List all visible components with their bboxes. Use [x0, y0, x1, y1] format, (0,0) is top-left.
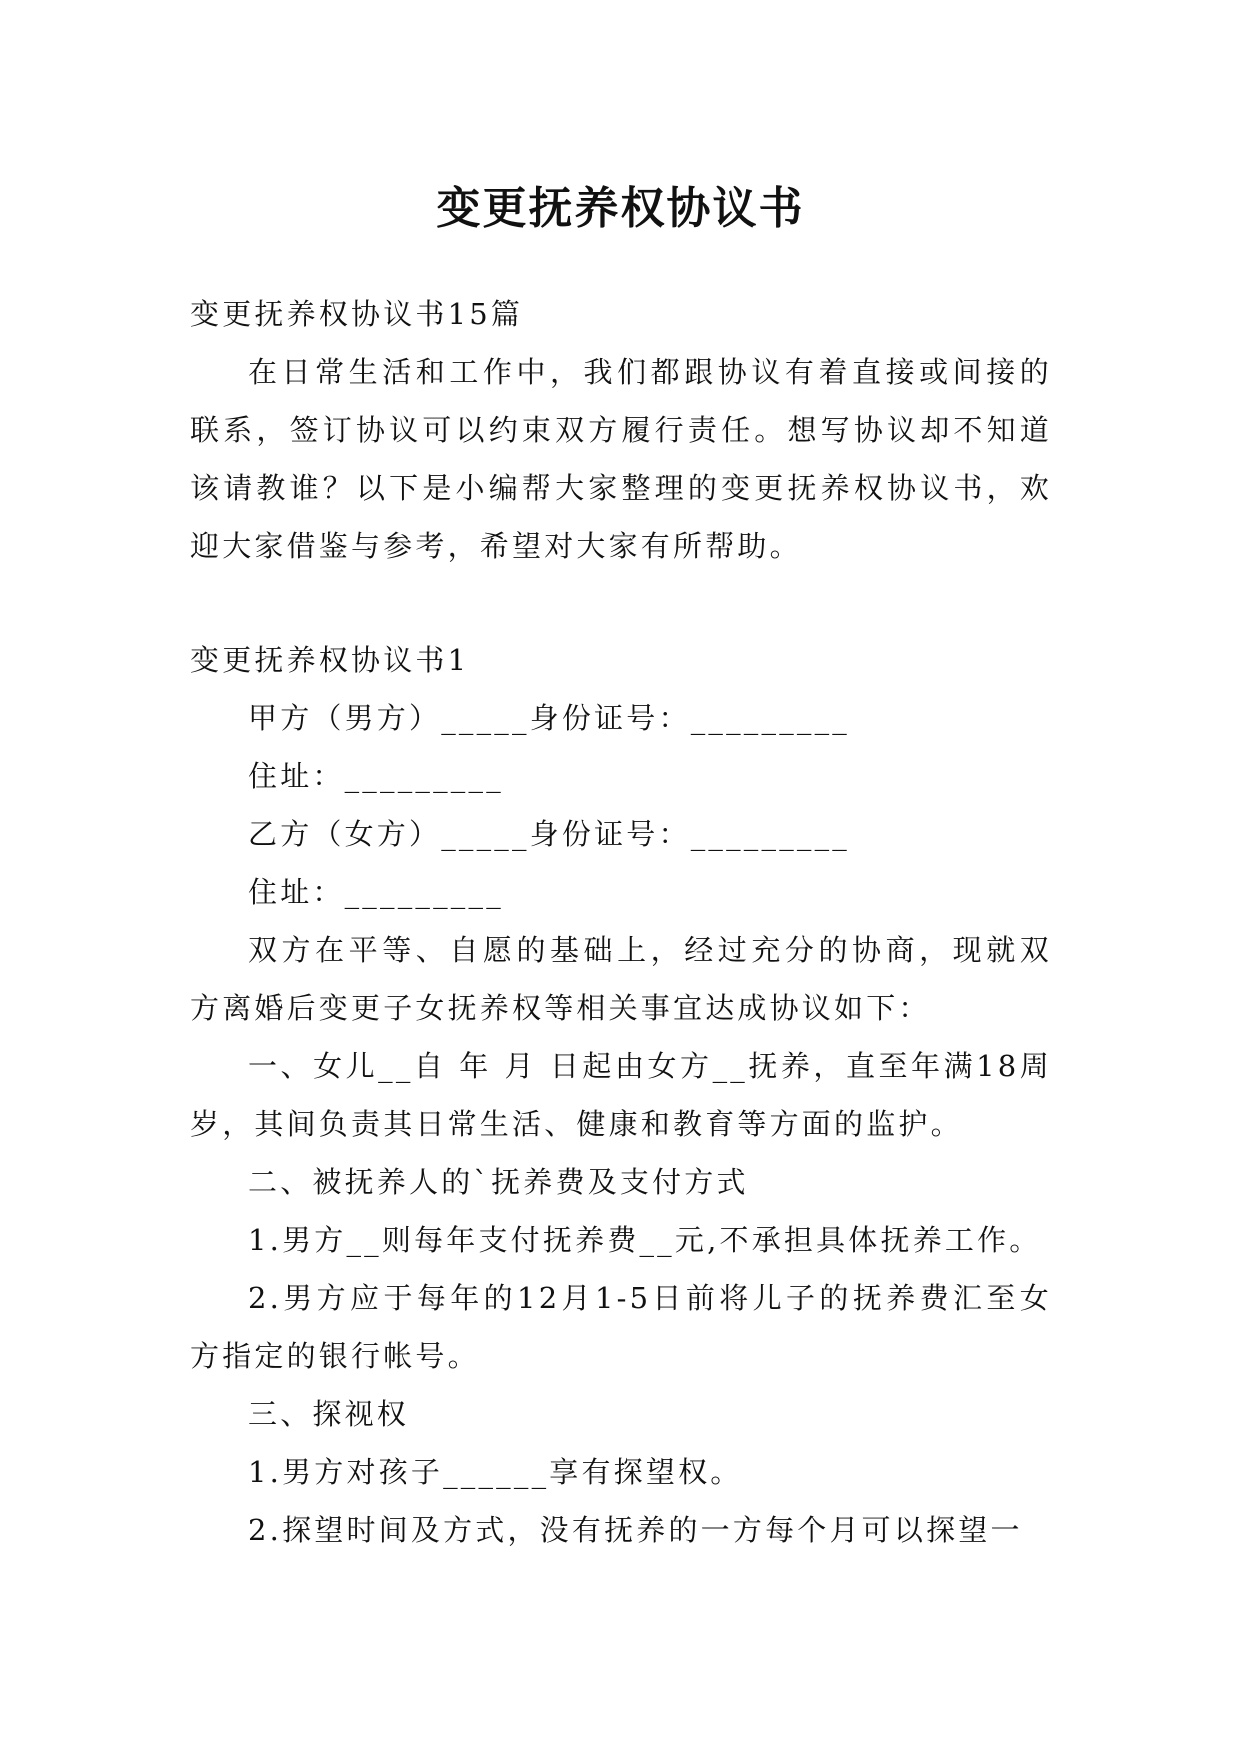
party-b-address: 住址：_________	[248, 875, 504, 909]
clause-two-item-two: 2.男方应于每年的12月1-5日前将儿子的抚养费汇至女方指定的银行帐号。	[190, 1281, 1052, 1373]
clause-three-item-one: 1.男方对孩子______享有探望权。	[248, 1455, 743, 1489]
document-body	[190, 285, 1052, 1559]
intro-paragraph: 在日常生活和工作中，我们都跟协议有着直接或间接的联系，签订协议可以约束双方履行责任。想写协议却不知道该请教谁？以下是小编帮大家整理的变更抚养权协议书，欢迎大家借鉴与参考，希望对大家有所帮助。	[190, 355, 1052, 563]
party-b-line: 乙方（女方）_____身份证号：_________	[248, 817, 851, 851]
clause-two-heading: 二、被抚养人的`抚养费及支付方式	[248, 1165, 749, 1199]
agreement-preamble: 双方在平等、自愿的基础上，经过充分的协商，现就双方离婚后变更子女抚养权等相关事宜达成协议如下：	[190, 933, 1052, 1025]
party-a-line: 甲方（男方）_____身份证号：_________	[248, 701, 851, 735]
clause-two-item-one: 1.男方__则每年支付抚养费__元,不承担具体抚养工作。	[248, 1223, 1042, 1257]
party-a-address: 住址：_________	[248, 759, 504, 793]
clause-one: 一、女儿__自 年 月 日起由女方__抚养，直至年满18周岁，其间负责其日常生活、健康和教育等方面的监护。	[190, 1049, 1052, 1141]
document-subtitle: 变更抚养权协议书15篇	[190, 297, 524, 331]
document-title: 变更抚养权协议书	[436, 183, 805, 235]
clause-three-heading: 三、探视权	[248, 1397, 410, 1431]
clause-three-item-two: 2.探望时间及方式，没有抚养的一方每个月可以探望一	[248, 1513, 1023, 1547]
section-heading: 变更抚养权协议书1	[190, 643, 470, 677]
